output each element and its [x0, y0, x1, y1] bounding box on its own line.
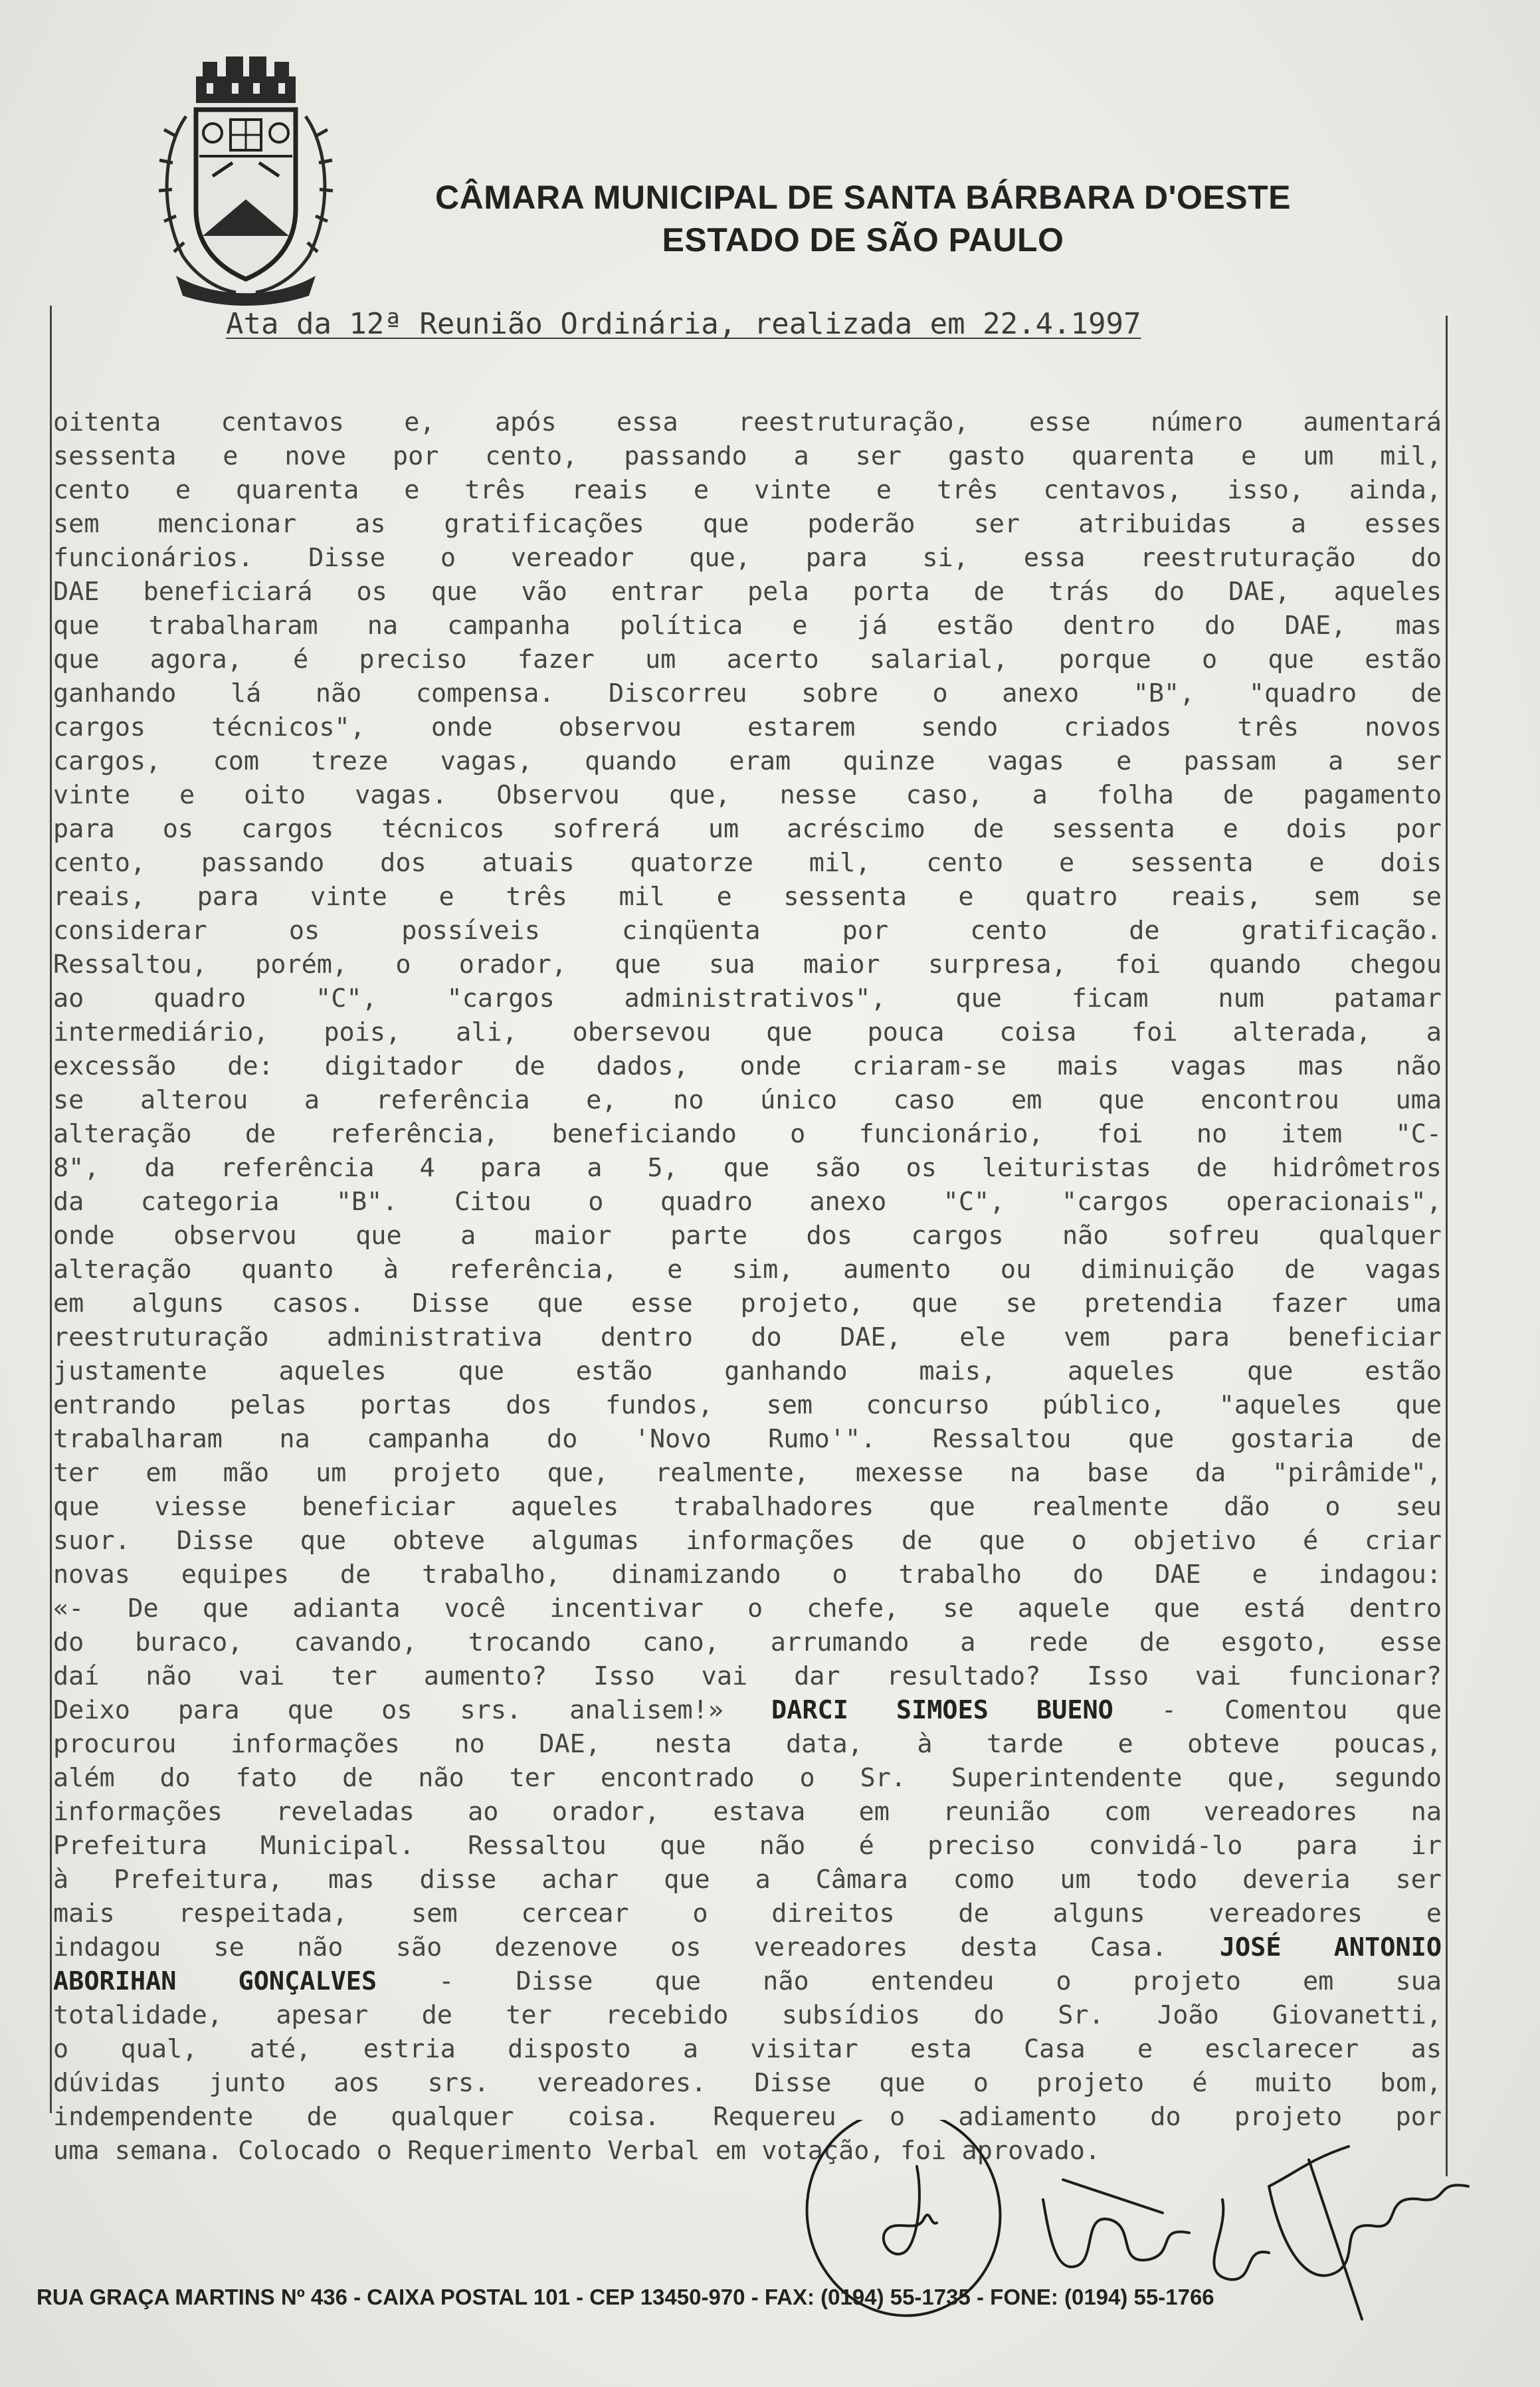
body-line: cargos técnicos", onde observou estarem sendo criados três novos [53, 712, 1442, 742]
body-line: intermediário, pois, ali, obersevou que pouca coisa foi alterada, a [53, 1017, 1442, 1047]
body-line: novas equipes de trabalho, dinamizando o trabalho do DAE e indagou: [53, 1560, 1442, 1590]
body-line: além do fato de não ter encontrado o Sr. Superintendente que, segundo [53, 1763, 1442, 1793]
footer-address: RUA GRAÇA MARTINS Nº 436 - CAIXA POSTAL 101 - CEP 13450-970 - FAX: (0194) 55-1735 - FONE: (0194) 55-1766 [37, 2285, 1214, 2309]
body-line: ganhando lá não compensa. Discorreu sobre o anexo "B", "quadro de [53, 678, 1442, 708]
body-line: reais, para vinte e três mil e sessenta e quatro reais, sem se [53, 882, 1442, 912]
body-line: DAE beneficiará os que vão entrar pela porta de trás do DAE, aqueles [53, 577, 1442, 607]
body-line: dúvidas junto aos srs. vereadores. Disse que o projeto é muito bom, [53, 2068, 1442, 2098]
body-line: cargos, com treze vagas, quando eram quinze vagas e passam a ser [53, 746, 1442, 776]
body-line: cento e quarenta e três reais e vinte e três centavos, isso, ainda, [53, 475, 1442, 505]
body-line: reestruturação administrativa dentro do DAE, ele vem para beneficiar [53, 1322, 1442, 1352]
body-line: cento, passando dos atuais quatorze mil, cento e sessenta e dois [53, 848, 1442, 878]
speaker-name: JOSÉ ANTONIO [1219, 1932, 1442, 1962]
body-line: se alterou a referência e, no único caso em que encontrou uma [53, 1085, 1442, 1115]
body-line: «- De que adianta você incentivar o chefe, se aquele que está dentro [53, 1594, 1442, 1623]
body-line: que trabalharam na campanha política e já estão dentro do DAE, mas [53, 611, 1442, 641]
body-line: daí não vai ter aumento? Isso vai dar resultado? Isso vai funcionar? [53, 1661, 1442, 1691]
body-line: da categoria "B". Citou o quadro anexo "C", "cargos operacionais", [53, 1187, 1442, 1217]
body-line: Ressaltou, porém, o orador, que sua maior surpresa, foi quando chegou [53, 950, 1442, 980]
document-title: Ata da 12ª Reunião Ordinária, realizada em 22.4.1997 [226, 307, 1141, 341]
document-body [53, 405, 1442, 2168]
body-line: considerar os possíveis cinqüenta por cento de gratificação. [53, 916, 1442, 946]
body-line: informações reveladas ao orador, estava em reunião com vereadores na [53, 1797, 1442, 1827]
body-line: uma semana. Colocado o Requerimento Verbal em votação, foi aprovado. [53, 2136, 1101, 2166]
body-line: ao quadro "C", "cargos administrativos", que ficam num patamar [53, 984, 1442, 1013]
body-line: para os cargos técnicos sofrerá um acréscimo de sessenta e dois por [53, 814, 1442, 844]
body-line: alteração quanto à referência, e sim, aumento ou diminuição de vagas [53, 1255, 1442, 1285]
body-line: onde observou que a maior parte dos cargos não sofreu qualquer [53, 1221, 1442, 1251]
body-line: indagou se não são dezenove os vereadores desta Casa. JOSÉ ANTONIO [53, 1932, 1442, 1962]
speaker-name: ABORIHAN GONÇALVES [53, 1966, 377, 1996]
body-line: ter em mão um projeto que, realmente, mexesse na base da "pirâmide", [53, 1458, 1442, 1488]
body-line: entrando pelas portas dos fundos, sem concurso público, "aqueles que [53, 1390, 1442, 1420]
body-line: funcionários. Disse o vereador que, para si, essa reestruturação do [53, 543, 1442, 573]
body-line: sessenta e nove por cento, passando a ser gasto quarenta e um mil, [53, 441, 1442, 471]
header-line-1: CÂMARA MUNICIPAL DE SANTA BÁRBARA D'OESTE [435, 179, 1291, 216]
body-line: procurou informações no DAE, nesta data, à tarde e obteve poucas, [53, 1729, 1442, 1759]
body-line: mais respeitada, sem cercear o direitos de alguns vereadores e [53, 1899, 1442, 1928]
page-border-left [50, 306, 52, 2113]
body-line: o qual, até, estria disposto a visitar esta Casa e esclarecer as [53, 2034, 1442, 2064]
body-line: justamente aqueles que estão ganhando mais, aqueles que estão [53, 1356, 1442, 1386]
body-line: Deixo para que os srs. analisem!» DARCI SIMOES BUENO - Comentou que [53, 1695, 1442, 1725]
body-line: que viesse beneficiar aqueles trabalhadores que realmente dão o seu [53, 1492, 1442, 1522]
speaker-name: DARCI SIMOES BUENO [771, 1695, 1113, 1725]
body-line: do buraco, cavando, trocando cano, arrumando a rede de esgoto, esse [53, 1627, 1442, 1657]
body-line: totalidade, apesar de ter recebido subsídios do Sr. João Giovanetti, [53, 2000, 1442, 2030]
body-line: indempendente de qualquer coisa. Requereu o adiamento do projeto por [53, 2102, 1442, 2132]
page-border-right [1446, 316, 1448, 2176]
body-line: que agora, é preciso fazer um acerto salarial, porque o que estão [53, 645, 1442, 675]
body-line: 8", da referência 4 para a 5, que são os leituristas de hidrômetros [53, 1153, 1442, 1183]
body-line: excessão de: digitador de dados, onde criaram-se mais vagas mas não [53, 1051, 1442, 1081]
body-line: trabalharam na campanha do 'Novo Rumo'". Ressaltou que gostaria de [53, 1424, 1442, 1454]
body-line: em alguns casos. Disse que esse projeto, que se pretendia fazer uma [53, 1289, 1442, 1318]
body-line: vinte e oito vagas. Observou que, nesse caso, a folha de pagamento [53, 780, 1442, 810]
body-line: à Prefeitura, mas disse achar que a Câmara como um todo deveria ser [53, 1865, 1442, 1895]
body-line: sem mencionar as gratificações que poderão ser atribuidas a esses [53, 509, 1442, 539]
body-line: Prefeitura Municipal. Ressaltou que não é preciso convidá-lo para ir [53, 1831, 1442, 1861]
body-line: alteração de referência, beneficiando o funcionário, foi no item "C- [53, 1119, 1442, 1149]
header-line-2: ESTADO DE SÃO PAULO [662, 221, 1064, 259]
body-line: suor. Disse que obteve algumas informações de que o objetivo é criar [53, 1526, 1442, 1556]
body-line: oitenta centavos e, após essa reestruturação, esse número aumentará [53, 407, 1442, 437]
body-line: ABORIHAN GONÇALVES - Disse que não entendeu o projeto em sua [53, 1966, 1442, 1996]
